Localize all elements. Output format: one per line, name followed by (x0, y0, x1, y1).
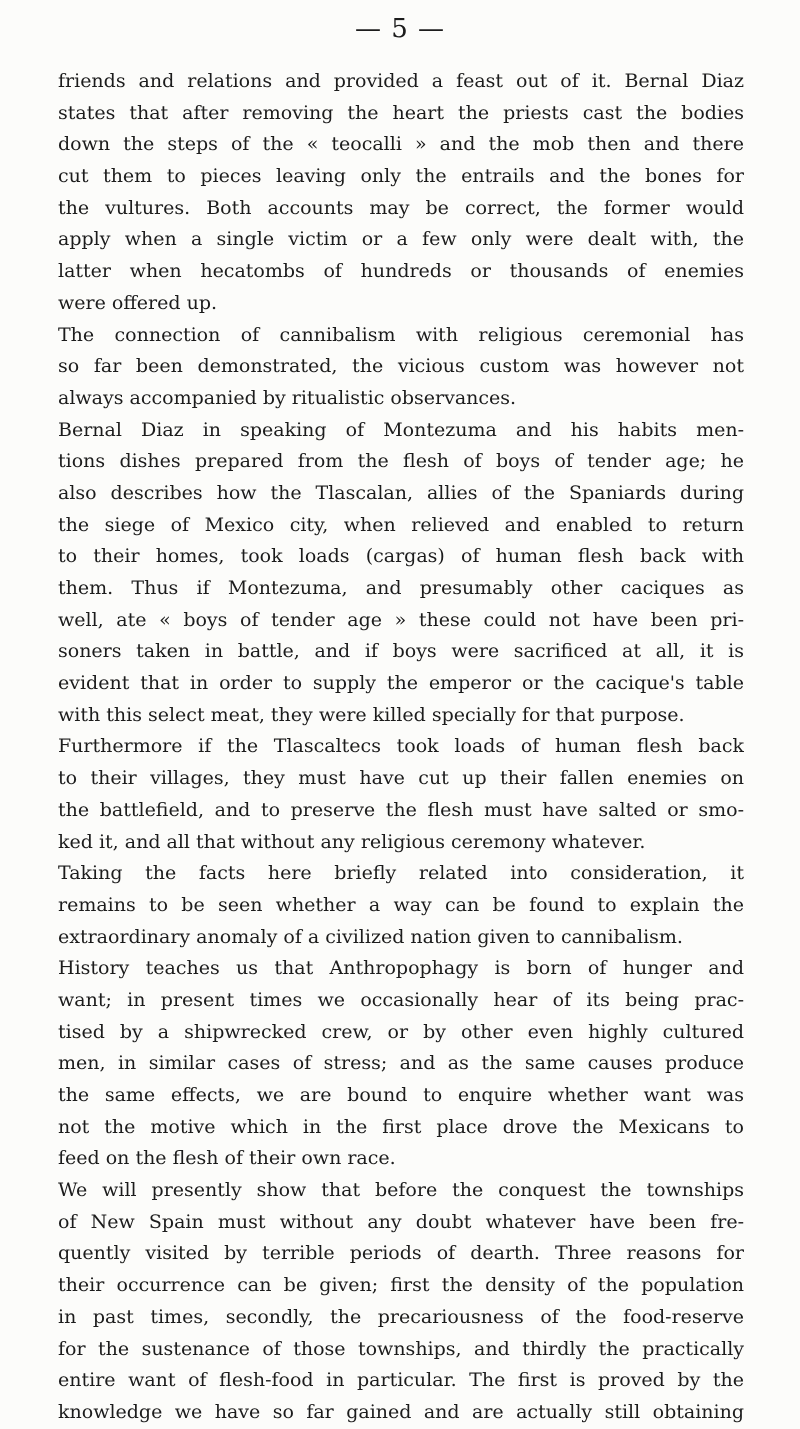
text-line: want; in present times we occasionally hear of its being prac- (58, 988, 744, 1011)
text-line: always accompanied by ritualistic observances. (58, 386, 517, 409)
text-line: apply when a single victim or a few only were dealt with, the (58, 228, 744, 251)
text-line: their occurrence can be given; first the density of the population (58, 1274, 744, 1297)
text-line: for the sustenance of those townships, and thirdly the practically (58, 1337, 744, 1360)
text-line: to their homes, took loads (cargas) of human flesh back with (58, 545, 744, 568)
text-line: Bernal Diaz in speaking of Montezuma and his habits men- (58, 418, 744, 441)
text-line: ked it, and all that without any religious ceremony whatever. (58, 830, 646, 853)
page-number: — 5 — (354, 14, 446, 44)
text-line: Furthermore if the Tlascaltecs took loads of human flesh back (58, 735, 744, 758)
text-line: quently visited by terrible periods of dearth. Three reasons for (58, 1242, 744, 1265)
text-line: to their villages, they must have cut up their fallen enemies on (58, 767, 744, 790)
text-line: states that after removing the heart the priests cast the bodies (58, 101, 744, 124)
text-line: soners taken in battle, and if boys were sacrificed at all, it is (58, 640, 744, 663)
text-line: tions dishes prepared from the flesh of boys of tender age; he (58, 450, 744, 473)
text-line: men, in similar cases of stress; and as the same causes produce (58, 1052, 744, 1075)
text-line: friends and relations and provided a feast out of it. Bernal Diaz (58, 70, 744, 92)
text-line: the battlefield, and to preserve the flesh must have salted or smo- (58, 798, 744, 821)
text-line: were offered up. (58, 291, 218, 314)
text-line: tised by a shipwrecked crew, or by other even highly cultured (58, 1020, 744, 1043)
text-line: not the motive which in the first place drove the Mexicans to (58, 1115, 744, 1138)
text-line: the vultures. Both accounts may be correct, the former would (58, 196, 744, 219)
text-line: the same effects, we are bound to enquire whether want was (58, 1084, 744, 1106)
text-line: with this select meat, they were killed specially for that purpose. (58, 703, 685, 726)
text-line: cut them to pieces leaving only the entrails and the bones for (58, 165, 744, 188)
text-line: evident that in order to supply the emperor or the cacique's table (58, 672, 744, 695)
text-line: entire want of flesh-food in particular. The first is proved by the (58, 1369, 744, 1392)
text-line: feed on the flesh of their own race. (58, 1147, 396, 1170)
text-line: Taking the facts here briefly related into consideration, it (58, 862, 744, 885)
text-line: in past times, secondly, the precariousness of the food-reserve (58, 1305, 744, 1328)
text-line: remains to be seen whether a way can be found to explain the (58, 893, 744, 916)
text-line: well, ate « boys of tender age » these could not have been pri- (58, 608, 744, 631)
text-line: the siege of Mexico city, when relieved and enabled to return (58, 513, 744, 536)
text-line: down the steps of the « teocalli » and the mob then and there (58, 133, 744, 156)
text-line: extraordinary anomaly of a civilized nation given to cannibalism. (58, 925, 683, 948)
text-line: so far been demonstrated, the vicious custom was however not (58, 355, 744, 378)
text-line: them. Thus if Montezuma, and presumably other caciques as (58, 577, 744, 599)
text-line: The connection of cannibalism with religious ceremonial has (58, 323, 744, 346)
text-line: We will presently show that before the conquest the townships (58, 1179, 744, 1202)
text-line: latter when hecatombs of hundreds or thousands of enemies (58, 260, 744, 283)
text-line: knowledge we have so far gained and are actually still obtaining (58, 1400, 744, 1423)
body-text (58, 66, 744, 1429)
text-line: also describes how the Tlascalan, allies of the Spaniards during (58, 481, 744, 504)
text-line: of New Spain must without any doubt whatever have been fre- (58, 1210, 744, 1233)
text-line: History teaches us that Anthropophagy is born of hunger and (58, 957, 744, 980)
